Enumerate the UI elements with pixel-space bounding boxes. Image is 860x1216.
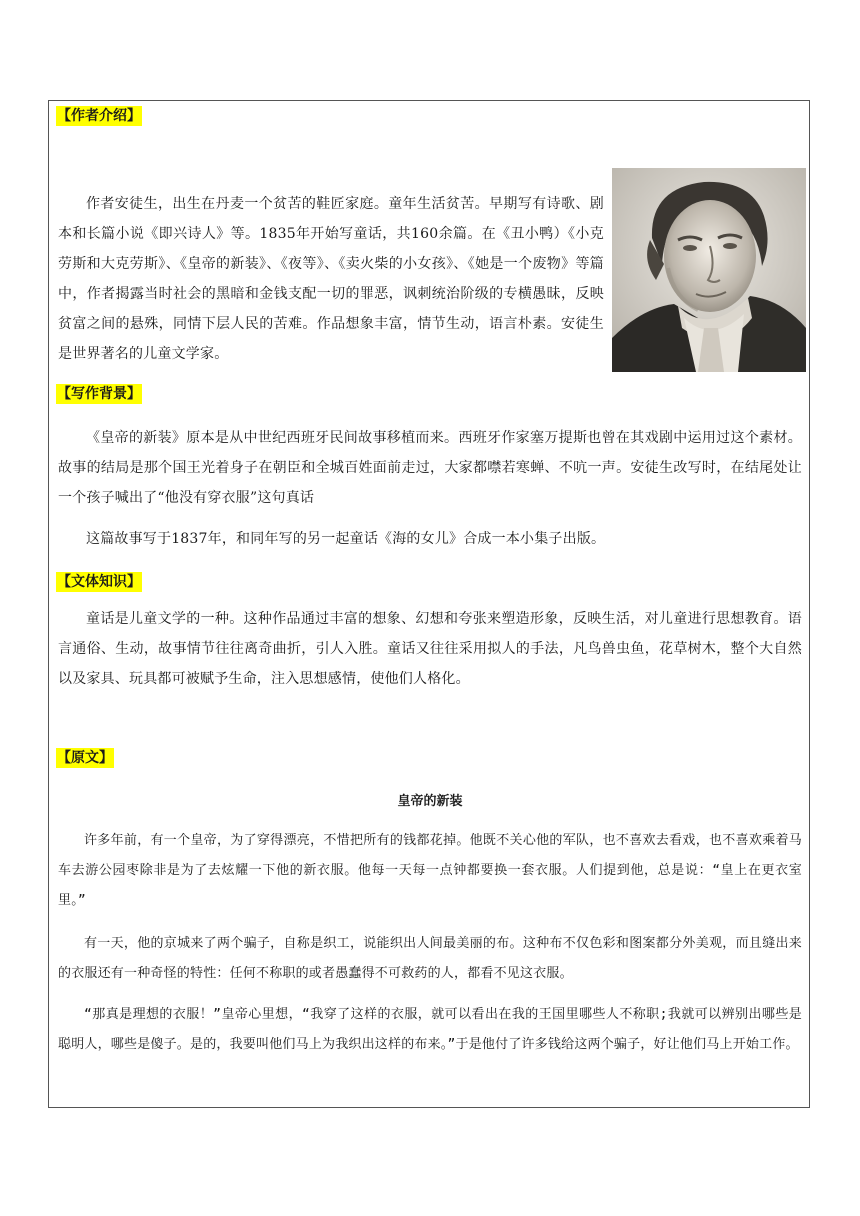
author-portrait: [612, 168, 806, 372]
background-paragraph-1: 《皇帝的新装》原本是从中世纪西班牙民间故事移植而来。西班牙作家塞万提斯也曾在其戏剧中运用过这个素材。故事的结局是那个国王光着身子在朝臣和全城百姓面前走过，大家都噤若寒蝉、不吭一声。安徒生改写时，在结尾处让一个孩子喊出了“他没有穿衣服”这句真话: [58, 430, 802, 506]
story-paragraph-2: 有一天，他的京城来了两个骗子，自称是织工，说能织出人间最美丽的布。这种布不仅色彩和图案都分外美观，而且缝出来的衣服还有一种奇怪的特性：任何不称职的或者愚蠢得不可救药的人，都看不见这衣服。: [58, 936, 802, 981]
section-heading-background: 【写作背景】: [57, 386, 141, 402]
section-heading-author: 【作者介绍】: [57, 108, 141, 124]
section-heading-original: 【原文】: [57, 750, 113, 766]
story-paragraph-3: “那真是理想的衣服！”皇帝心里想，“我穿了这样的衣服，就可以看出在我的王国里哪些人不称职;我就可以辨别出哪些是聪明人，哪些是傻子。是的，我要叫他们马上为我织出这样的布来。”于是他付了许多钱给这两个骗子，好让他们马上开始工作。: [58, 1007, 802, 1052]
portrait-image-icon: [612, 168, 806, 372]
background-paragraph-2: 这篇故事写于1837年，和同年写的另一起童话《海的女儿》合成一本小集子出版。: [86, 531, 606, 547]
story-paragraph-1: 许多年前，有一个皇帝，为了穿得漂亮，不惜把所有的钱都花掉。他既不关心他的军队，也不喜欢去看戏，也不喜欢乘着马车去游公园枣除非是为了去炫耀一下他的新衣服。他每一天每一点钟都要换一套衣服。人们提到他，总是说：“皇上在更衣室里。”: [58, 833, 802, 908]
author-intro-paragraph: 作者安徒生，出生在丹麦一个贫苦的鞋匠家庭。童年生活贫苦。早期写有诗歌、剧本和长篇小说《即兴诗人》等。1835年开始写童话，共160余篇。在《丑小鸭）《小克劳斯和大克劳斯》、《皇帝的新装》、《夜等》、《卖火柴的小女孩》、《她是一个废物》等篇中，作者揭露当时社会的黑暗和金钱支配一切的罪恶，讽刺统治阶级的专横愚昧，反映贫富之间的悬殊，同情下层人民的苦难。作品想象丰富，情节生动，语言朴素。安徒生是世界著名的儿童文学家。: [58, 196, 604, 362]
section-heading-genre: 【文体知识】: [57, 574, 141, 590]
genre-paragraph: 童话是儿童文学的一种。这种作品通过丰富的想象、幻想和夸张来塑造形象，反映生活，对儿童进行思想教育。语言通俗、生动，故事情节往往离奇曲折，引人入胜。童话又往往采用拟人的手法，凡鸟兽虫鱼，花草树木，整个大自然以及家具、玩具都可被赋予生命，注入思想感情，使他们人格化。: [58, 611, 802, 687]
story-title: 皇帝的新装: [397, 794, 463, 809]
